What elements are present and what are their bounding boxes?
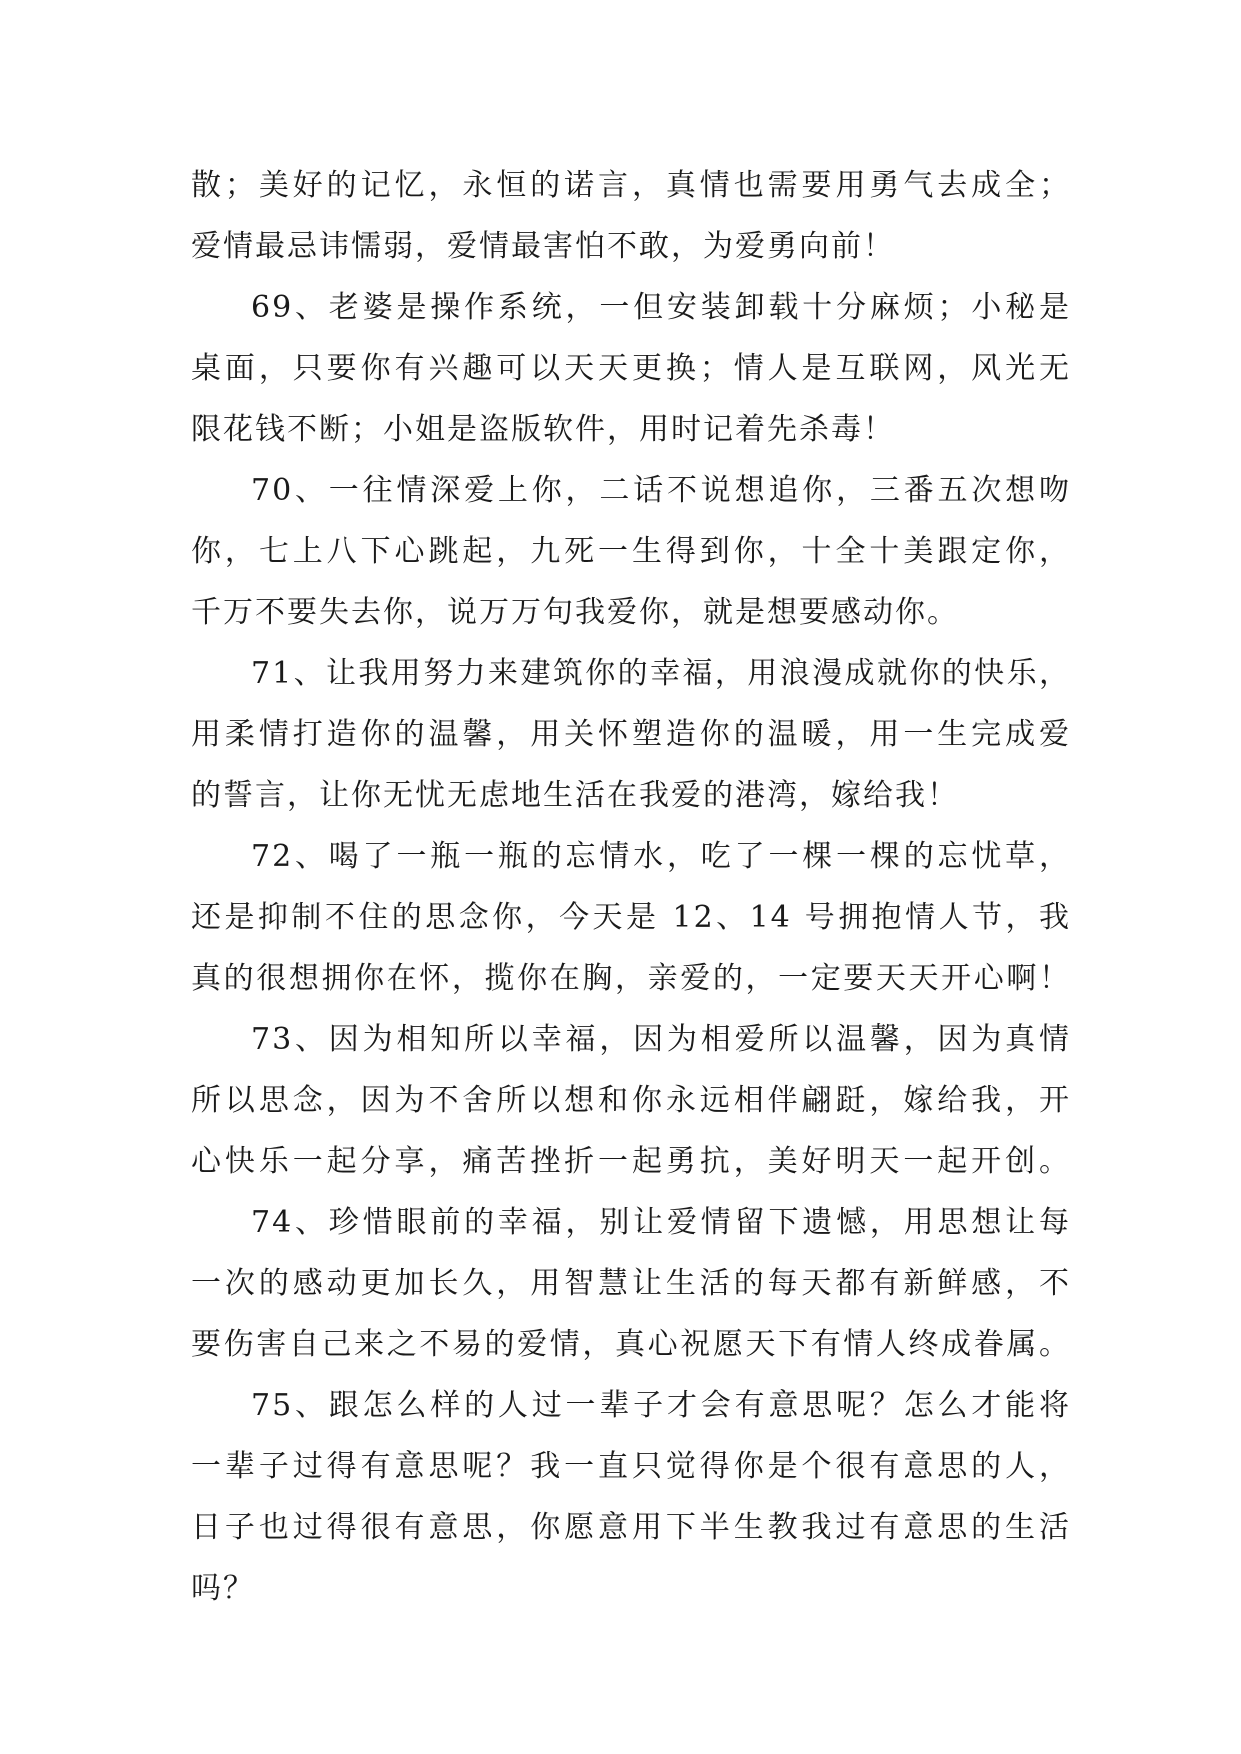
text-line: 的誓言，让你无忧无虑地生活在我爱的港湾，嫁给我！	[191, 778, 959, 813]
text-line: 千万不要失去你，说万万句我爱你，就是想要感动你。	[191, 595, 959, 630]
text-line: 71、让我用努力来建筑你的幸福，用浪漫成就你的快乐，	[251, 656, 1071, 691]
text-line: 74、珍惜眼前的幸福，别让爱情留下遗憾，用思想让每	[251, 1205, 1071, 1240]
text-line: 散；美好的记忆，永恒的诺言，真情也需要用勇气去成全；	[191, 168, 1071, 203]
text-line: 爱情最忌讳懦弱，爱情最害怕不敢，为爱勇向前！	[191, 229, 895, 264]
text-line: 一次的感动更加长久，用智慧让生活的每天都有新鲜感，不	[191, 1266, 1071, 1301]
text-line: 还是抑制不住的思念你，今天是 12、14 号拥抱情人节，我	[191, 900, 1071, 935]
text-line: 心快乐一起分享，痛苦挫折一起勇抗，美好明天一起开创。	[191, 1144, 1071, 1179]
text-line: 真的很想拥你在怀，揽你在胸，亲爱的，一定要天天开心啊！	[191, 961, 1071, 996]
text-line: 73、因为相知所以幸福，因为相爱所以温馨，因为真情	[251, 1022, 1071, 1057]
text-line: 用柔情打造你的温馨，用关怀塑造你的温暖，用一生完成爱	[191, 717, 1071, 752]
text-line: 75、跟怎么样的人过一辈子才会有意思呢？怎么才能将	[251, 1388, 1071, 1423]
text-line: 日子也过得很有意思，你愿意用下半生教我过有意思的生活	[191, 1510, 1071, 1545]
text-line: 69、老婆是操作系统，一但安装卸载十分麻烦；小秘是	[251, 290, 1071, 325]
text-line: 72、喝了一瓶一瓶的忘情水，吃了一棵一棵的忘忧草，	[251, 839, 1071, 874]
text-line: 所以思念，因为不舍所以想和你永远相伴翩跹，嫁给我，开	[191, 1083, 1071, 1118]
text-line: 要伤害自己来之不易的爱情，真心祝愿天下有情人终成眷属。	[191, 1327, 1071, 1362]
text-line: 一辈子过得有意思呢？我一直只觉得你是个很有意思的人，	[191, 1449, 1071, 1484]
text-line: 吗？	[191, 1571, 255, 1606]
text-line: 你，七上八下心跳起，九死一生得到你，十全十美跟定你，	[191, 534, 1071, 569]
text-line: 限花钱不断；小姐是盗版软件，用时记着先杀毒！	[191, 412, 895, 447]
body-text	[191, 155, 1071, 1619]
text-line: 70、一往情深爱上你，二话不说想追你，三番五次想吻	[251, 473, 1071, 508]
text-line: 桌面，只要你有兴趣可以天天更换；情人是互联网，风光无	[191, 351, 1071, 386]
